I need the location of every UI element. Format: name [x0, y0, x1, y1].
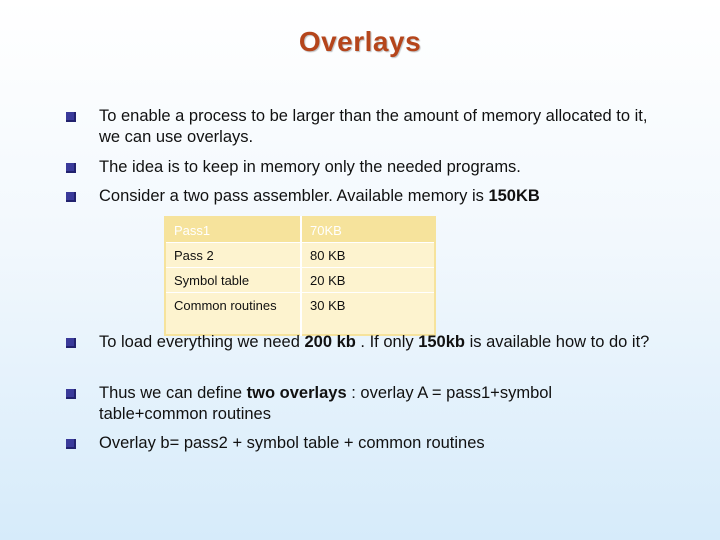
bullet-keep-needed-programs — [66, 157, 656, 178]
square-bullet-icon — [66, 439, 76, 449]
bullet-text: Overlay b= pass2 + symbol table + common routines — [99, 434, 485, 452]
size-cell: 70KB — [301, 217, 435, 243]
bullet-text-part: : overlay A = pass1+symbol table+common routines — [99, 384, 553, 423]
available-memory-value: 150kb — [418, 333, 465, 351]
bullet-text-part: Thus we can define — [99, 384, 247, 402]
square-bullet-icon — [66, 338, 76, 348]
square-bullet-icon — [66, 389, 76, 399]
bullet-text — [99, 186, 656, 207]
size-cell: 20 KB — [301, 268, 435, 293]
bullet-enable-larger-process — [66, 106, 656, 148]
square-bullet-icon — [66, 192, 76, 202]
table-row — [165, 293, 435, 336]
bullet-text: The idea is to keep in memory only the needed programs. — [99, 158, 521, 176]
bullet-text-part: Consider a two pass assembler. Available memory is — [99, 187, 489, 205]
available-memory-value: 150KB — [488, 187, 540, 205]
memory-requirements-table — [164, 216, 436, 336]
component-cell: Pass1 — [165, 217, 301, 243]
bullet-load-everything — [66, 332, 656, 353]
component-cell: Symbol table — [165, 268, 301, 293]
square-bullet-icon — [66, 163, 76, 173]
bullet-text — [99, 332, 656, 353]
bullet-define-two-overlays — [66, 383, 656, 425]
table-row — [165, 243, 435, 268]
square-bullet-icon — [66, 112, 76, 122]
table-row — [165, 217, 435, 243]
slide-title: Overlays — [298, 26, 422, 57]
bullet-text — [99, 383, 656, 425]
overlays-emphasis: two overlays — [246, 384, 347, 402]
bullet-two-pass-assembler — [66, 186, 656, 207]
required-memory-value: 200 kb — [304, 333, 356, 351]
bullet-text: To enable a process to be larger than the amount of memory allocated to it, we can use overlays. — [99, 107, 648, 146]
bullet-text-part: is available how to do it? — [465, 333, 650, 351]
size-cell: 80 KB — [301, 243, 435, 268]
table-row — [165, 268, 435, 293]
component-cell: Common routines — [165, 293, 301, 336]
bullet-text-part: . If only — [355, 333, 419, 351]
bullet-text-part: To load everything we need — [99, 333, 305, 351]
bullet-overlay-b — [66, 433, 656, 454]
component-cell: Pass 2 — [165, 243, 301, 268]
size-cell: 30 KB — [310, 298, 346, 313]
